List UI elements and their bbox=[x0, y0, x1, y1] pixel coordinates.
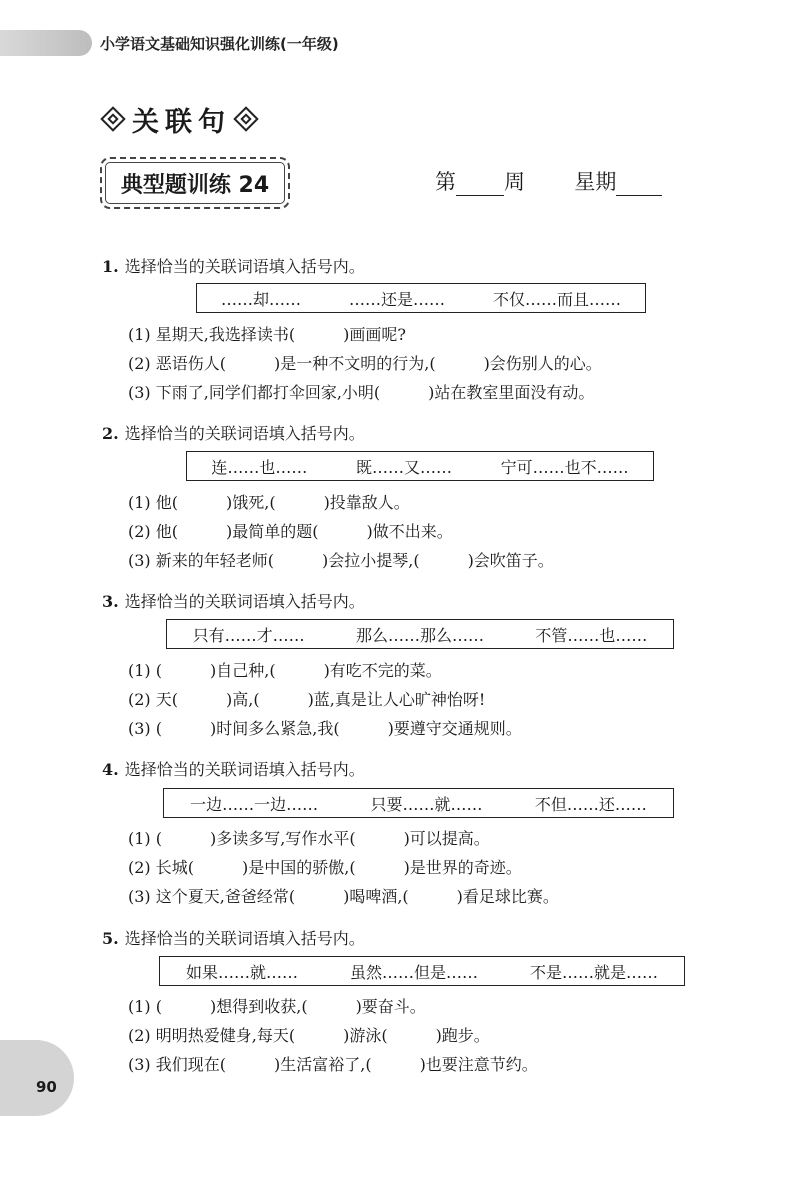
word-option: 不是……就是…… bbox=[529, 962, 658, 982]
question-2-item-2: (2) 他( )最简单的题( )做不出来。 bbox=[128, 522, 453, 541]
word-option: 只有……才…… bbox=[192, 625, 305, 645]
question-text: 选择恰当的关联词语填入括号内。 bbox=[124, 929, 365, 948]
header-tab-decoration bbox=[0, 30, 92, 56]
section-title-text: 关联句 bbox=[132, 107, 231, 138]
question-number: 2. bbox=[102, 424, 119, 443]
question-number: 3. bbox=[102, 592, 119, 611]
question-4-prompt bbox=[102, 756, 365, 784]
question-number: 4. bbox=[102, 760, 119, 779]
word-bank-1 bbox=[196, 283, 646, 313]
question-1-item-1: (1) 星期天,我选择读书( )画画呢? bbox=[128, 325, 406, 344]
question-4-item-3: (3) 这个夏天,爸爸经常( )喝啤酒,( )看足球比赛。 bbox=[128, 887, 559, 906]
question-5-item-2: (2) 明明热爱健身,每天( )游泳( )跑步。 bbox=[128, 1026, 490, 1045]
section-title bbox=[100, 100, 265, 139]
question-4-item-2: (2) 长城( )是中国的骄傲,( )是世界的奇迹。 bbox=[128, 858, 522, 877]
week-di-label: 第 bbox=[435, 170, 456, 194]
training-badge: 典型题训练 24 bbox=[100, 157, 290, 209]
question-5-item-1: (1) ( )想得到收获,( )要奋斗。 bbox=[128, 997, 426, 1016]
word-option: 不仅……而且…… bbox=[492, 289, 621, 309]
word-option: 那么……那么…… bbox=[355, 625, 484, 645]
question-number: 5. bbox=[102, 929, 119, 948]
word-bank-4 bbox=[163, 788, 674, 818]
question-1-item-2: (2) 恶语伤人( )是一种不文明的行为,( )会伤别人的心。 bbox=[128, 354, 602, 373]
question-5-item-3: (3) 我们现在( )生活富裕了,( )也要注意节约。 bbox=[128, 1055, 538, 1074]
question-3-item-2: (2) 天( )高,( )蓝,真是让人心旷神怡呀! bbox=[128, 690, 486, 709]
word-option: 只要……就…… bbox=[370, 794, 483, 814]
question-3-item-1: (1) ( )自己种,( )有吃不完的菜。 bbox=[128, 661, 442, 680]
week-number-blank[interactable] bbox=[456, 173, 504, 196]
question-1-item-3: (3) 下雨了,同学们都打伞回家,小明( )站在教室里面没有动。 bbox=[128, 383, 595, 402]
word-option: 不但……还…… bbox=[534, 794, 647, 814]
word-option: 一边……一边…… bbox=[190, 794, 319, 814]
week-zhou-label: 周 bbox=[504, 170, 525, 194]
word-option: ……却…… bbox=[220, 289, 301, 309]
question-2-item-3: (3) 新来的年轻老师( )会拉小提琴,( )会吹笛子。 bbox=[128, 551, 554, 570]
word-option: 连……也…… bbox=[211, 457, 308, 477]
weekday-blank[interactable] bbox=[616, 173, 662, 196]
question-text: 选择恰当的关联词语填入括号内。 bbox=[124, 424, 365, 443]
question-4-item-1: (1) ( )多读多写,写作水平( )可以提高。 bbox=[128, 829, 490, 848]
word-bank-3 bbox=[166, 619, 674, 649]
word-option: 如果……就…… bbox=[185, 962, 298, 982]
word-bank-5 bbox=[159, 956, 685, 986]
question-3-prompt bbox=[102, 588, 365, 616]
diamond-icon bbox=[100, 106, 125, 131]
question-5-prompt bbox=[102, 925, 365, 953]
question-2-item-1: (1) 他( )饿死,( )投靠敌人。 bbox=[128, 493, 410, 512]
word-option: ……还是…… bbox=[348, 289, 445, 309]
word-option: 不管……也…… bbox=[535, 625, 648, 645]
diamond-icon bbox=[233, 106, 258, 131]
word-bank-2 bbox=[186, 451, 654, 481]
question-text: 选择恰当的关联词语填入括号内。 bbox=[124, 592, 365, 611]
word-option: 宁可……也不…… bbox=[500, 457, 629, 477]
word-option: 既……又…… bbox=[355, 457, 452, 477]
question-text: 选择恰当的关联词语填入括号内。 bbox=[124, 257, 365, 276]
page-number: 90 bbox=[36, 1078, 57, 1096]
question-1-prompt bbox=[102, 253, 365, 281]
question-number: 1. bbox=[102, 257, 119, 276]
book-title: 小学语文基础知识强化训练(一年级) bbox=[100, 35, 339, 53]
question-2-prompt bbox=[102, 420, 365, 448]
question-text: 选择恰当的关联词语填入括号内。 bbox=[124, 760, 365, 779]
week-line bbox=[435, 166, 662, 196]
question-3-item-3: (3) ( )时间多么紧急,我( )要遵守交通规则。 bbox=[128, 719, 522, 738]
word-option: 虽然……但是…… bbox=[349, 962, 478, 982]
weekday-label: 星期 bbox=[574, 170, 617, 194]
